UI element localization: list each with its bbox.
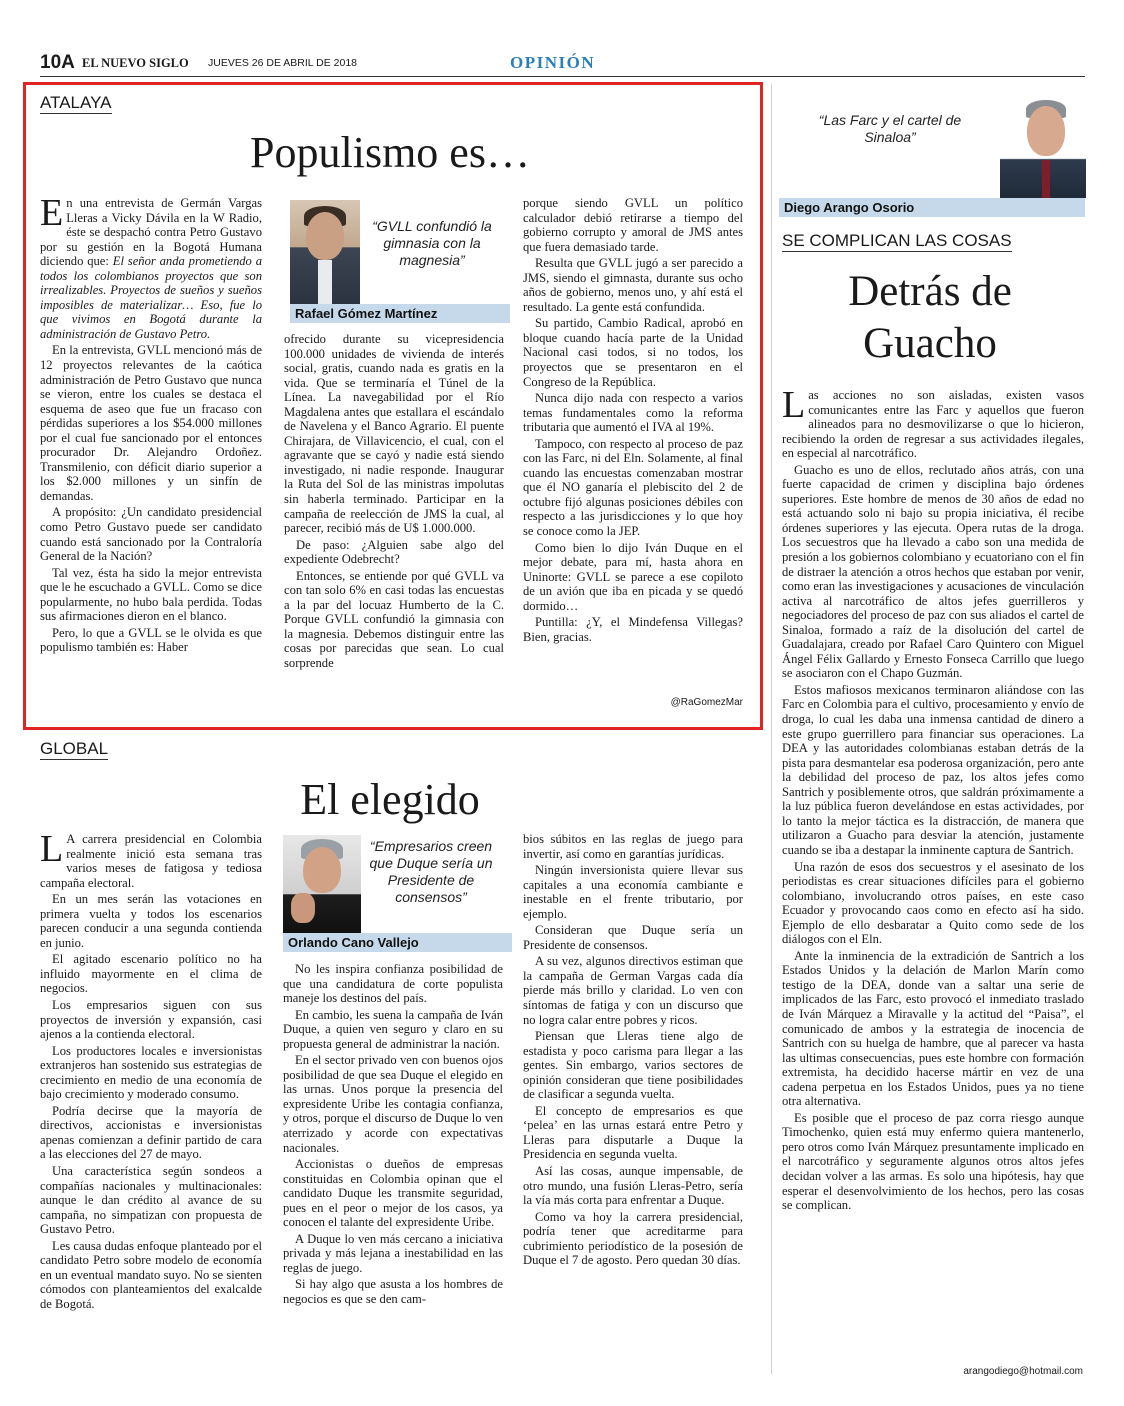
issue-date: JUEVES 26 DE ABRIL DE 2018 bbox=[208, 57, 358, 69]
atalaya-paragraph: De paso: ¿Alguien sabe algo del expediente Odebrecht? bbox=[284, 537, 504, 567]
atalaya-paragraph: En la entrevista, GVLL mencionó más de 12 proyectos relevantes de la caótica administración de Petro Gustavo que nunca se vieron, entre los cuales se destaca el esquema de aseo que fue un fracaso con pérdidas superiores a los $54.000 millones por el cual fue sancionado por el entonces procurador Dr. Alejandro Ordoñez. Transmilenio, con déficit diario superior a los $2.000 millones y un sinfín de demandas. bbox=[40, 343, 262, 503]
global-paragraph: El agitado escenario político no ha influido mayormente en el clima de negocios. bbox=[40, 952, 262, 996]
atalaya-paragraph: Nunca dijo nada con respecto a varios temas fundamentales como la reforma tributaria que aumentó el IVA al 19%. bbox=[523, 391, 743, 435]
right-signature: arangodiego@hotmail.com bbox=[963, 1366, 1083, 1377]
global-paragraph: Piensan que Lleras tiene algo de estadista y poco carisma para llegar a las gentes. Sin embargo, varios sectores de opinión consideran que tiene posibilidades de clasificar a segunda vuelta. bbox=[523, 1029, 743, 1102]
global-paragraph: En un mes serán las votaciones en primera vuelta y todos los escenarios parecen conducir a una segunda contienda en junio. bbox=[40, 892, 262, 950]
atalaya-paragraph: Tal vez, ésta ha sido la mejor entrevista que le he escuchado a GVLL. Como se dice popularmente, no hubo bala perdida. Todas sus afirmaciones dieron en el blanco. bbox=[40, 565, 262, 624]
atalaya-paragraph: porque siendo GVLL un político calculador debió retirarse a tiempo del gobierno corrupto y amoral de JMS antes que fuera demasiado tarde. bbox=[523, 196, 743, 254]
global-lead-text: A carrera presidencial en Colombia realmente inició esta semana tras varios meses de fatigosa y tediosa campaña electoral. bbox=[40, 832, 262, 890]
atalaya-tag-text: ATALAYA bbox=[40, 93, 112, 112]
right-title bbox=[785, 266, 1075, 370]
global-paragraph: Les causa dudas enfoque planteado por el candidato Petro sobre modelo de economía en un eventual mandato suyo. No se sienten cómodos con planteamientos del exalcalde de Bogotá. bbox=[40, 1238, 262, 1311]
hand-shape bbox=[291, 893, 315, 923]
right-lead-text: as acciones no son aisladas, existen vasos comunicantes entre las Farc y aquellos que fueron alineados para no desmovilizarse o que lo hicieron, recibiendo la orden de regresar a sus actividades ilegales, en especial al narcotráfico. bbox=[782, 388, 1084, 461]
right-tag-text: SE COMPLICAN LAS COSAS bbox=[782, 231, 1012, 250]
global-column-1 bbox=[40, 832, 262, 1357]
global-paragraph bbox=[40, 832, 262, 890]
atalaya-paragraph: Como bien lo dijo Iván Duque en el mejor debate, para mí, hasta ahora en Uninorte: GVLL se parece a ese copiloto de un avión que iba en picada y se quedó dormido… bbox=[523, 540, 743, 613]
atalaya-paragraph: Entonces, se entiende por qué GVLL va con tan solo 6% en casi todas las encuestas a la par del locuaz Humberto de la C. Porque GVLL confundió la gimnasia con la magnesia. Debemos distinguir entre las cosas por parecidas que sean. Lo cual sorprende bbox=[284, 568, 504, 671]
atalaya-author-name: Rafael Gómez Martínez bbox=[290, 304, 510, 323]
atalaya-paragraph bbox=[40, 196, 262, 341]
global-paragraph: Podría decirse que la mayoría de directivos, accionistas e inversionistas apenas comienzan a definir partido de cara a las elecciones del 27 de mayo. bbox=[40, 1103, 262, 1162]
global-paragraph: Así las cosas, aunque impensable, de otro mundo, una fusión Lleras-Petro, sería la vía más corta para enfrentar a Duque. bbox=[523, 1164, 743, 1208]
atalaya-paragraph: A propósito: ¿Un candidato presidencial como Petro Gustavo puede ser candidato cuando está sancionado por la Contraloría General de la Nación? bbox=[40, 505, 262, 564]
atalaya-paragraph: ofrecido durante su vicepresidencia 100.000 unidades de vivienda de interés social, gratis, cuando nada es gratis en la vida. Que se terminaría el Túnel de la Línea. La navegabilidad por el Río Magdalena antes que estallara el escándalo de Navelena y el Banco Agrario. El puente Chirajara, de Villavicencio, el cual, con el agravante que se cayó y nadie está siendo investigado, ni nadie responde. Inaugurar la Ruta del Sol de las ministras impolutas sin haberla terminado. Participar en la campaña de reelección de JMS la cual, al parecer, recibió más de U$ 1.000.000. bbox=[284, 332, 504, 536]
global-paragraph: En cambio, les suena la campaña de Iván Duque, a quien ven seguro y claro en su propuesta general de administrar la nación. bbox=[283, 1007, 503, 1051]
global-author-photo bbox=[283, 835, 361, 933]
atalaya-column-2 bbox=[284, 332, 504, 710]
global-tag bbox=[40, 739, 108, 759]
atalaya-signature: @RaGomezMar bbox=[670, 697, 743, 708]
atalaya-tag bbox=[40, 93, 112, 113]
atalaya-paragraph: Pero, lo que a GVLL se le olvida es que populismo también es: Haber bbox=[40, 625, 262, 655]
atalaya-paragraph: Resulta que GVLL jugó a ser parecido a JMS, siendo el gimnasta, durante sus ocho años de gobierno, menos uno, y ahí está el resultado. La gente está confundida. bbox=[523, 256, 743, 314]
face-shape bbox=[306, 212, 344, 260]
right-paragraph: Una razón de esos dos secuestros y el asesinato de los periodistas es crear situaciones difíciles para el gobierno colombiano, involucrando otros países, en este caso Ecuador y provocando caos como en efecto así ha sido. Ejemplo de ello desbaratar a Quito como sede de los diálogos con el Eln. bbox=[782, 859, 1084, 947]
right-paragraph: Guacho es uno de ellos, reclutado años atrás, con una fuerte capacidad de crimen y disciplina bajo órdenes superiores. Este hombre de menos de 30 años de edad no está actuando solo ni bajo su propia iniciativa, él recibe órdenes superiores y las ejecuta. Opera rutas de la droga. Los secuestros que ha llevado a cabo son una medida de presión a los gobiernos colombiano y ecuatoriano con el fin de distraer la atención a otros hechos que estaban por venir, como eran las investigaciones y acusaciones de vinculación activa al narcotráfico de altos jefes guerrilleros y negociadores del proceso de paz con sus aliados el cartel de Sinaloa, formado a raíz de la disolución del cartel de Guadalajara, creado por Rafael Caro Quintero con Miguel Ángel Félix Gallardo y Ernesto Fonseca Carrillo que luego se asociaron con el Chapo Guzmán. bbox=[782, 462, 1084, 681]
atalaya-column-1 bbox=[40, 196, 262, 710]
global-column-3 bbox=[523, 832, 743, 1357]
newspaper-name: EL NUEVO SIGLO bbox=[82, 56, 189, 70]
atalaya-author-photo bbox=[290, 200, 360, 304]
global-quote: “Empresarios creen que Duque sería un Presidente de consensos” bbox=[369, 838, 493, 905]
right-quote: “Las Farc y el cartel de Sinaloa” bbox=[818, 112, 962, 145]
right-tag bbox=[782, 231, 1012, 251]
right-title-line-1: Detrás de bbox=[848, 268, 1012, 315]
page-header bbox=[40, 50, 1085, 78]
face-shape bbox=[1027, 106, 1065, 156]
atalaya-column-3 bbox=[523, 196, 743, 696]
column-divider bbox=[771, 84, 772, 1374]
atalaya-title: Populismo es… bbox=[250, 128, 530, 177]
global-paragraph: Como va hoy la carrera presidencial, podría tener que acreditarme para cubrimiento periodístico de la posesión de Duque el 7 de agosto. Pero quedan 30 días. bbox=[523, 1209, 743, 1268]
global-paragraph: En el sector privado ven con buenos ojos posibilidad de que sea Duque el elegido en las urnas. Unos porque la presencia del expresidente Uribe les contagia confianza, y otros, porque el discurso de Duque lo ven aterrizado y acorde con expectativas nacionales. bbox=[283, 1053, 503, 1155]
global-paragraph: Ningún inversionista quiere llevar sus capitales a una economía cambiante e inestable en el frente tributario, por ejemplo. bbox=[523, 863, 743, 921]
right-author-photo bbox=[1000, 94, 1086, 198]
global-author-name: Orlando Cano Vallejo bbox=[283, 933, 512, 952]
global-column-2 bbox=[283, 962, 503, 1357]
right-paragraph: Es posible que el proceso de paz corra riesgo aunque Timochenko, quien está muy enfermo quiera mantenerlo, pero otros como Iván Márquez presuntamente implicado en el narcotráfico y seguramente algunos otros altos jefes decidan volver a las armas. Es solo una hipótesis, hay que esperar el desenvolvimiento de los hechos, pero las cosas se complican. bbox=[782, 1110, 1084, 1213]
right-body bbox=[782, 388, 1084, 1366]
atalaya-quoted-text: El señor anda prometiendo a todos los colombianos proyectos que son irrealizables. Proyectos de sueños y sueños imposibles de materializar… Eso, fue lo que vivimos en Bogotá durante la administración de Gustavo Petro. bbox=[40, 254, 262, 341]
global-paragraph: A Duque lo ven más cercano a iniciativa privada y más lejana a inestabilidad en las reglas de juego. bbox=[283, 1231, 503, 1275]
right-author-name: Diego Arango Osorio bbox=[779, 198, 1085, 217]
right-paragraph: Estos mafiosos mexicanos terminaron aliándose con las Farc en Colombia para el cultivo, procesamiento y envío de droga, lo cual les daba una inmensa cantidad de dinero a este grupo guerrillero para financiar sus operaciones. La DEA y las autoridades colombianas estaban detrás de la pista para desmantelar esa poderosa organización, pero ante la debilidad del proceso de paz, los altos jefes como Santrich y posiblemente otros, que saldrán próximamente a la luz pública fueron develándose en estas actividades, por lo tanto la mejor táctica es la distracción, de manera que utilizaron a Guacho para desviar la atención, justamente cuando se iba a destapar la inminente captura de Santrich. bbox=[782, 682, 1084, 857]
tie-shape bbox=[1042, 160, 1050, 198]
global-paragraph: Los productores locales e inversionistas extranjeros han sostenido sus estrategias de crecimiento en medio de una economía de bajo crecimiento y moderado consumo. bbox=[40, 1043, 262, 1102]
drop-cap: L bbox=[782, 388, 806, 426]
global-paragraph: Una característica según sondeos a compañías nacionales y multinacionales: aunque le dan crédito al avance de su campaña, no simpatizan con propuesta de Gustavo Petro. bbox=[40, 1164, 262, 1237]
drop-cap: E bbox=[40, 196, 64, 234]
global-title: El elegido bbox=[300, 775, 480, 824]
header-rule bbox=[40, 76, 1085, 77]
shirt-shape bbox=[318, 260, 332, 304]
right-paragraph bbox=[782, 388, 1084, 461]
global-paragraph: bios súbitos en las reglas de juego para invertir, así como en garantías jurídicas. bbox=[523, 832, 743, 861]
global-paragraph: Los empresarios siguen con sus proyectos de inversión y expansión, casi ajenos a la contienda electoral. bbox=[40, 998, 262, 1042]
atalaya-paragraph: Puntilla: ¿Y, el Mindefensa Villegas? Bien, gracias. bbox=[523, 615, 743, 644]
face-shape bbox=[303, 847, 341, 893]
global-paragraph: Consideran que Duque sería un Presidente de consensos. bbox=[523, 923, 743, 952]
atalaya-quote: “GVLL confundió la gimnasia con la magnesia” bbox=[372, 218, 492, 268]
right-paragraph: Ante la inminencia de la extradición de Santrich a los Estados Unidos y la delación de Marlon Marín como testigo de la DEA, donde van a saltar una serie de implicados de las Farc, esto provocó el inmediato traslado de Iván Márquez a Miravalle y la actitud del “Paisa”, el comunicado de ambos y la estrategia de inocencia de Santrich con su huelga de hambre, que al parecer va hasta las ultimas consecuencias, pues este hombre con formación extremista, ha decidido hacerse mártir en vez de una cadena perpetua en los Estados Unidos, pues ya no tiene otra alternativa. bbox=[782, 948, 1084, 1109]
atalaya-lead-text: n una entrevista de Germán Vargas Lleras a Vicky Dávila en la W Radio, éste se despachó contra Petro Gustavo por su gestión en la Bogotá Humana diciendo que: bbox=[40, 196, 262, 269]
global-paragraph: Accionistas o dueños de empresas constituidas en Colombia opinan que el candidato Duque les transmite seguridad, pues en el peor o mejor de los casos, ya conocen el talante del expresidente Uribe. bbox=[283, 1157, 503, 1230]
global-tag-text: GLOBAL bbox=[40, 739, 109, 758]
atalaya-paragraph: Su partido, Cambio Radical, aprobó en bloque cuando hacía parte de la Unidad Nacional casi todos, si no todos, los proyectos que se presentaron en el Congreso de la República. bbox=[523, 316, 743, 389]
global-paragraph: A su vez, algunos directivos estiman que la campaña de German Vargas cada día pierde más brillo y claridad. Lo ven con síntomas de fatiga y con un discurso que no logra calar entre pobres y ricos. bbox=[523, 954, 743, 1027]
global-paragraph: El concepto de empresarios es que ‘pelea’ en las urnas estará entre Petro y Lleras para disputarle a Duque la Presidencia en segunda vuelta. bbox=[523, 1103, 743, 1162]
drop-cap: L bbox=[40, 832, 64, 870]
global-paragraph: No les inspira confianza posibilidad de que una candidatura de corte populista maneje los destinos del país. bbox=[283, 962, 503, 1006]
right-title-line-2: Guacho bbox=[863, 320, 997, 367]
global-paragraph: Si hay algo que asusta a los hombres de negocios es que se den cam- bbox=[283, 1277, 503, 1307]
page-number: 10A bbox=[40, 52, 75, 73]
section-name: OPINIÓN bbox=[510, 53, 596, 72]
atalaya-paragraph: Tampoco, con respecto al proceso de paz con las Farc, ni del Eln. Solamente, al final cuando las encuestas comenzaban mostrar que él NO ganaría el plebiscito del 2 de octubre fijó algunas posiciones débiles con respecto a las jurisdicciones y lo que hoy se conoce como la JEP. bbox=[523, 436, 743, 539]
